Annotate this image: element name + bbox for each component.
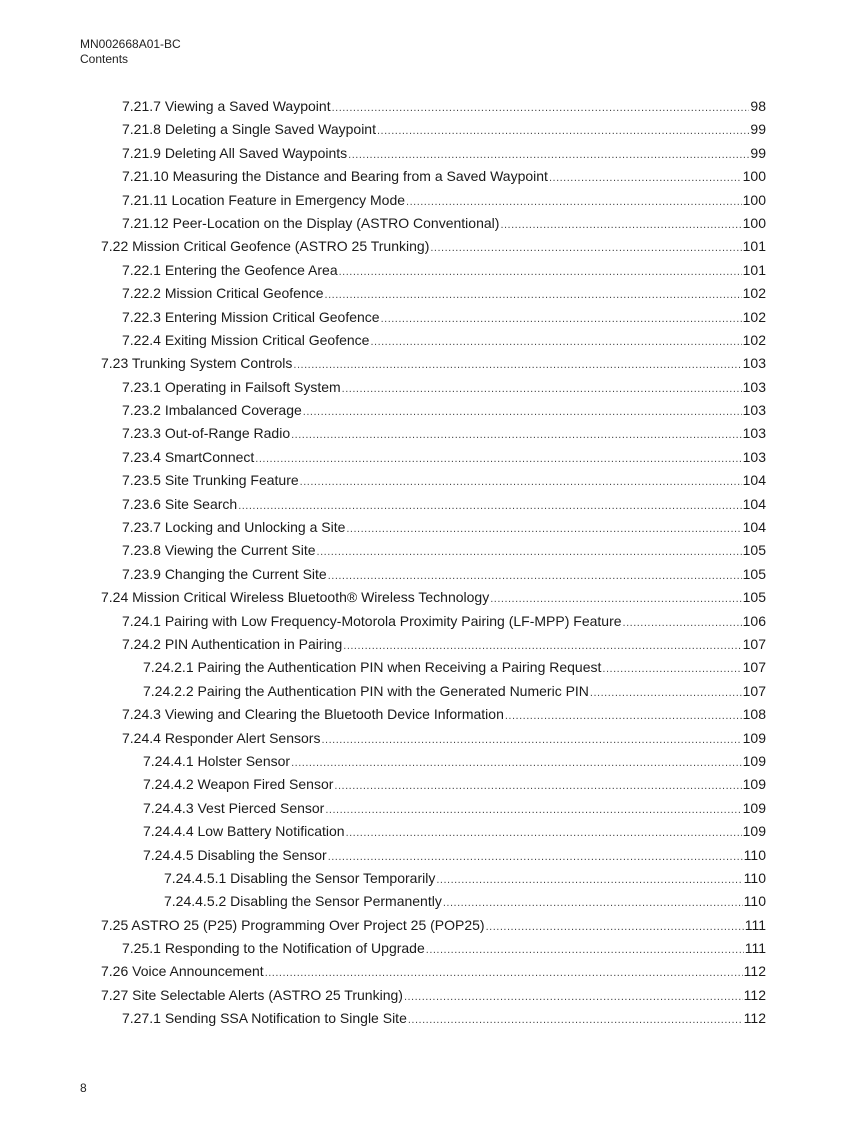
toc-entry-page[interactable]: 104 — [742, 519, 766, 536]
toc-dot-leader — [377, 120, 749, 143]
toc-entry-page[interactable]: 100 — [742, 191, 766, 208]
toc-entry[interactable] — [0, 516, 766, 539]
toc-entry[interactable] — [0, 680, 766, 703]
toc-dot-leader — [404, 986, 743, 1009]
toc-entry[interactable] — [0, 118, 766, 141]
toc-entry-title[interactable]: 7.24.4.3 Vest Pierced Sensor — [143, 799, 325, 816]
toc-entry[interactable] — [0, 95, 766, 118]
toc-entry-page[interactable]: 103 — [742, 425, 766, 442]
toc-entry-title[interactable]: 7.23.9 Changing the Current Site — [122, 565, 327, 582]
toc-entry-page[interactable]: 102 — [742, 331, 766, 348]
toc-entry-page[interactable]: 107 — [742, 659, 766, 676]
toc-entry-page[interactable]: 109 — [742, 729, 766, 746]
table-of-contents — [0, 95, 866, 1031]
toc-entry[interactable] — [0, 867, 766, 890]
toc-entry-page[interactable]: 100 — [742, 214, 766, 231]
toc-entry[interactable] — [0, 610, 766, 633]
toc-dot-leader — [443, 892, 743, 915]
toc-entry-title[interactable]: 7.23.1 Operating in Failsoft System — [122, 378, 341, 395]
toc-entry-title[interactable]: 7.24.3 Viewing and Clearing the Bluetooth Device Information — [122, 706, 504, 723]
toc-entry[interactable] — [0, 773, 766, 796]
toc-entry-page[interactable]: 99 — [750, 144, 766, 161]
toc-entry[interactable] — [0, 142, 766, 165]
toc-dot-leader — [346, 822, 742, 845]
toc-entry-title[interactable]: 7.23.7 Locking and Unlocking a Site — [122, 519, 346, 536]
toc-entry[interactable] — [0, 844, 766, 867]
toc-entry-page[interactable]: 98 — [750, 98, 766, 114]
toc-entry-title[interactable]: 7.22.4 Exiting Mission Critical Geofence — [122, 331, 370, 348]
toc-entry-page[interactable]: 110 — [743, 869, 766, 886]
toc-dot-leader — [342, 378, 742, 401]
toc-entry[interactable] — [0, 235, 766, 258]
toc-dot-leader — [590, 682, 742, 705]
toc-entry-title[interactable]: 7.23.6 Site Search — [122, 495, 238, 512]
toc-entry-title[interactable]: 7.27 Site Selectable Alerts (ASTRO 25 Trunking) — [101, 986, 403, 1003]
toc-dot-leader — [339, 261, 742, 284]
toc-entry-title[interactable]: 7.21.11 Location Feature in Emergency Mode — [122, 191, 406, 208]
toc-entry[interactable] — [0, 633, 766, 656]
toc-entry[interactable] — [0, 352, 766, 375]
toc-entry-title[interactable]: 7.23.4 SmartConnect — [122, 448, 255, 465]
toc-entry[interactable] — [0, 797, 766, 820]
toc-entry[interactable] — [0, 960, 766, 983]
toc-dot-leader — [623, 612, 742, 635]
toc-entry-page[interactable]: 102 — [742, 285, 766, 302]
toc-entry-title[interactable]: 7.22.1 Entering the Geofence Area — [122, 261, 338, 278]
page-header — [80, 37, 181, 67]
toc-entry-title[interactable]: 7.23.5 Site Trunking Feature — [122, 472, 299, 489]
toc-entry[interactable] — [0, 820, 766, 843]
toc-entry-page[interactable]: 111 — [744, 916, 766, 933]
toc-entry[interactable] — [0, 984, 766, 1007]
toc-entry-title[interactable]: 7.24.4.5.2 Disabling the Sensor Permanently — [164, 893, 442, 910]
toc-dot-leader — [325, 284, 742, 307]
toc-entry[interactable] — [0, 165, 766, 188]
toc-dot-leader — [328, 846, 743, 869]
toc-entry-page[interactable]: 103 — [742, 402, 766, 419]
toc-entry[interactable] — [0, 422, 766, 445]
toc-dot-leader — [238, 495, 741, 518]
toc-dot-leader — [343, 635, 741, 658]
toc-entry-title[interactable]: 7.27.1 Sending SSA Notification to Single Site — [122, 1010, 407, 1027]
toc-entry-page[interactable]: 109 — [742, 799, 766, 816]
toc-dot-leader — [334, 775, 741, 798]
toc-entry-page[interactable]: 111 — [744, 940, 766, 957]
toc-dot-leader — [321, 729, 741, 752]
toc-entry-title[interactable]: 7.21.7 Viewing a Saved Waypoint — [122, 98, 331, 114]
page-number: 8 — [80, 1081, 87, 1095]
toc-entry-title[interactable]: 7.22 Mission Critical Geofence (ASTRO 25 Trunking) — [101, 238, 430, 255]
toc-dot-leader — [300, 471, 742, 494]
toc-entry[interactable] — [0, 750, 766, 773]
toc-dot-leader — [317, 541, 742, 564]
toc-dot-leader — [408, 1009, 743, 1032]
toc-entry[interactable] — [0, 727, 766, 750]
toc-entry-page[interactable]: 106 — [742, 612, 766, 629]
toc-entry-title[interactable]: 7.25 ASTRO 25 (P25) Programming Over Project 25 (POP25) — [101, 916, 485, 933]
toc-entry-title[interactable]: 7.24.2.2 Pairing the Authentication PIN with the Generated Numeric PIN — [143, 682, 589, 699]
toc-entry-title[interactable]: 7.21.9 Deleting All Saved Waypoints — [122, 144, 348, 161]
toc-dot-leader — [370, 331, 741, 354]
toc-dot-leader — [255, 448, 741, 471]
toc-dot-leader — [291, 752, 742, 775]
toc-entry[interactable] — [0, 399, 766, 422]
toc-entry-page[interactable]: 105 — [742, 542, 766, 559]
toc-entry-page[interactable]: 103 — [742, 355, 766, 372]
toc-entry-title[interactable]: 7.24.4 Responder Alert Sensors — [122, 729, 321, 746]
toc-entry-title[interactable]: 7.24 Mission Critical Wireless Bluetooth® Wireless Technology — [101, 589, 490, 606]
toc-entry[interactable] — [0, 914, 766, 937]
toc-entry-page[interactable]: 109 — [742, 776, 766, 793]
toc-dot-leader — [332, 97, 750, 120]
toc-entry-page[interactable]: 109 — [742, 823, 766, 840]
toc-entry-page[interactable]: 101 — [742, 238, 766, 255]
toc-dot-leader — [505, 705, 742, 728]
toc-entry[interactable] — [0, 329, 766, 352]
document-id: MN002668A01-BC — [80, 37, 181, 51]
toc-dot-leader — [490, 588, 741, 611]
toc-entry-title[interactable]: 7.24.1 Pairing with Low Frequency-Motorola Proximity Pairing (LF-MPP) Feature — [122, 612, 622, 629]
toc-dot-leader — [303, 401, 742, 424]
toc-entry[interactable] — [0, 1007, 766, 1030]
toc-entry-page[interactable]: 100 — [742, 168, 766, 185]
toc-entry-title[interactable]: 7.23.3 Out-of-Range Radio — [122, 425, 291, 442]
toc-entry-page[interactable]: 101 — [742, 261, 766, 278]
toc-entry-page[interactable]: 103 — [742, 378, 766, 395]
toc-dot-leader — [430, 237, 741, 260]
toc-entry[interactable] — [0, 563, 766, 586]
toc-entry-title[interactable]: 7.22.2 Mission Critical Geofence — [122, 285, 324, 302]
toc-entry[interactable] — [0, 212, 766, 235]
toc-entry-page[interactable]: 105 — [742, 565, 766, 582]
toc-dot-leader — [486, 916, 744, 939]
toc-dot-leader — [436, 869, 742, 892]
toc-dot-leader — [291, 424, 742, 447]
toc-entry[interactable] — [0, 937, 766, 960]
toc-entry[interactable] — [0, 703, 766, 726]
toc-entry-page[interactable]: 107 — [742, 635, 766, 652]
toc-entry[interactable] — [0, 539, 766, 562]
toc-entry-title[interactable]: 7.23 Trunking System Controls — [101, 355, 293, 372]
toc-dot-leader — [325, 799, 741, 822]
toc-dot-leader — [406, 191, 742, 214]
toc-entry[interactable] — [0, 656, 766, 679]
toc-dot-leader — [293, 354, 741, 377]
toc-entry-page[interactable]: 103 — [742, 448, 766, 465]
toc-entry[interactable] — [0, 259, 766, 282]
toc-entry-page[interactable]: 102 — [742, 308, 766, 325]
toc-entry[interactable] — [0, 189, 766, 212]
toc-entry[interactable] — [0, 446, 766, 469]
toc-entry-title[interactable]: 7.24.4.2 Weapon Fired Sensor — [143, 776, 334, 793]
toc-entry-title[interactable]: 7.21.12 Peer-Location on the Display (ASTRO Conventional) — [122, 214, 500, 231]
toc-entry[interactable] — [0, 469, 766, 492]
toc-entry-page[interactable]: 112 — [743, 1010, 766, 1027]
toc-dot-leader — [265, 962, 743, 985]
toc-dot-leader — [426, 939, 744, 962]
toc-entry-page[interactable]: 112 — [743, 963, 766, 980]
toc-entry-title[interactable]: 7.25.1 Responding to the Notification of Upgrade — [122, 940, 425, 957]
toc-entry-page[interactable]: 112 — [743, 986, 766, 1003]
toc-entry[interactable] — [0, 306, 766, 329]
toc-dot-leader — [500, 214, 741, 237]
toc-entry-title[interactable]: 7.23.8 Viewing the Current Site — [122, 542, 316, 559]
toc-dot-leader — [346, 518, 741, 541]
toc-entry-page[interactable]: 107 — [742, 682, 766, 699]
toc-entry[interactable] — [0, 282, 766, 305]
toc-entry-title[interactable]: 7.26 Voice Announcement — [101, 963, 264, 980]
toc-entry[interactable] — [0, 376, 766, 399]
toc-entry-title[interactable]: 7.21.8 Deleting a Single Saved Waypoint — [122, 121, 376, 138]
section-title: Contents — [80, 52, 129, 66]
toc-entry-title[interactable]: 7.24.2.1 Pairing the Authentication PIN when Receiving a Pairing Request — [143, 659, 602, 676]
toc-entry-page[interactable]: 104 — [742, 472, 766, 489]
toc-entry-page[interactable]: 109 — [742, 752, 766, 769]
toc-entry-title[interactable]: 7.21.10 Measuring the Distance and Bearing from a Saved Waypoint — [122, 168, 548, 185]
toc-dot-leader — [348, 144, 749, 167]
toc-dot-leader — [328, 565, 742, 588]
toc-entry-title[interactable]: 7.24.4.5 Disabling the Sensor — [143, 846, 327, 863]
toc-entry[interactable] — [0, 890, 766, 913]
toc-entry[interactable] — [0, 586, 766, 609]
toc-dot-leader — [602, 658, 741, 681]
toc-dot-leader — [381, 308, 742, 331]
toc-dot-leader — [549, 167, 742, 190]
toc-entry-page[interactable]: 108 — [742, 706, 766, 723]
toc-entry-title[interactable]: 7.24.2 PIN Authentication in Pairing — [122, 635, 343, 652]
toc-entry-page[interactable]: 104 — [742, 495, 766, 512]
toc-entry-page[interactable]: 110 — [743, 846, 766, 863]
toc-entry-title[interactable]: 7.24.4.4 Low Battery Notification — [143, 823, 345, 840]
toc-entry-page[interactable]: 105 — [742, 589, 766, 606]
toc-entry-title[interactable]: 7.22.3 Entering Mission Critical Geofence — [122, 308, 380, 325]
toc-entry-title[interactable]: 7.24.4.1 Holster Sensor — [143, 752, 291, 769]
toc-entry-title[interactable]: 7.24.4.5.1 Disabling the Sensor Temporarily — [164, 869, 436, 886]
toc-entry-page[interactable]: 99 — [750, 121, 766, 138]
toc-entry-page[interactable]: 110 — [743, 893, 766, 910]
toc-entry-title[interactable]: 7.23.2 Imbalanced Coverage — [122, 402, 302, 419]
toc-entry[interactable] — [0, 493, 766, 516]
